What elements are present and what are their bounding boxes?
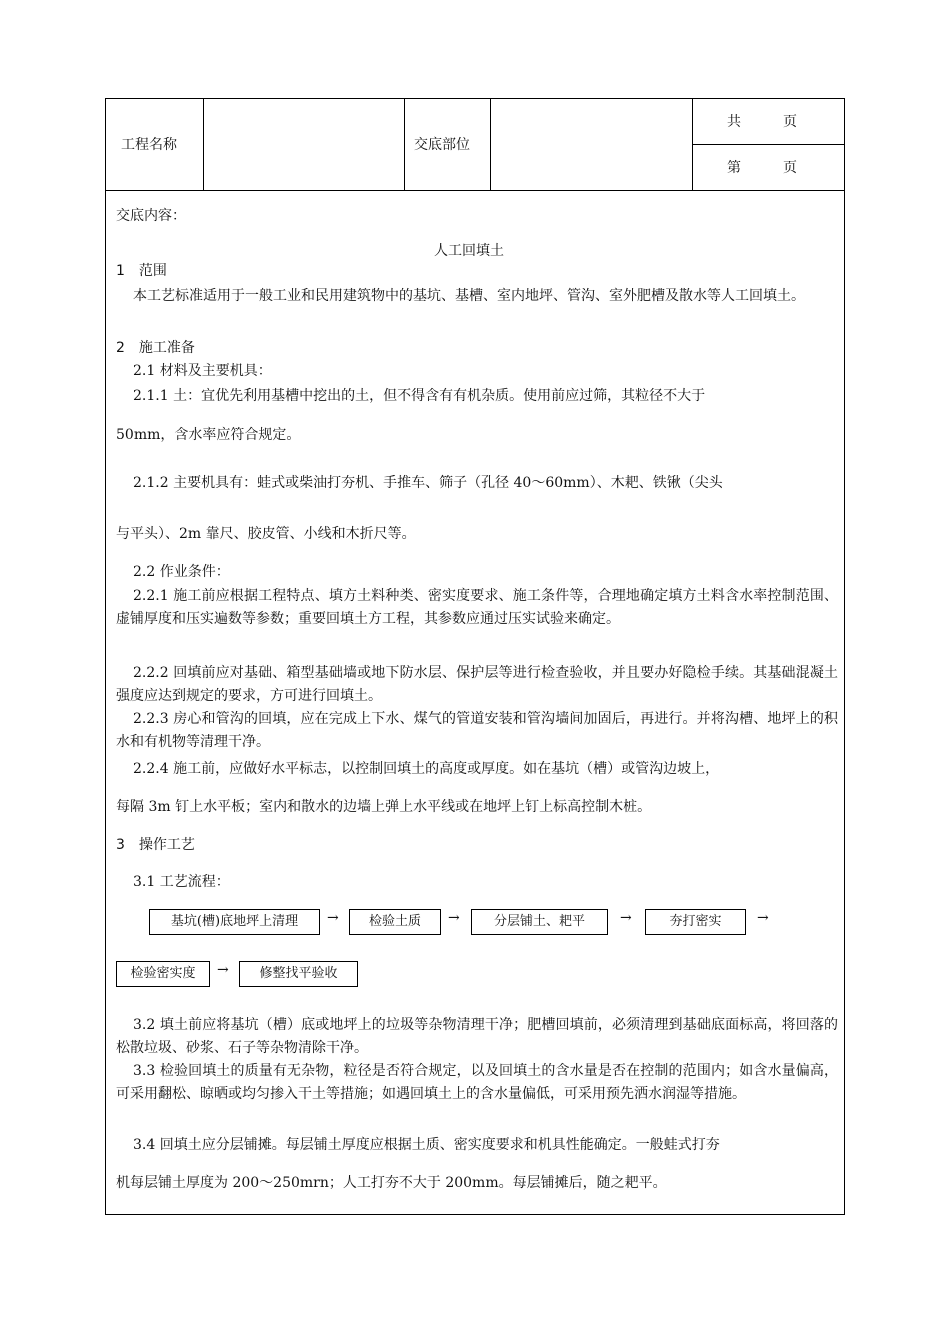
flow-arrow-3: → (620, 910, 632, 926)
section-2-2-4-line2: 每隔 3m 钉上水平板；室内和散水的边墙上弹上水平线或在地坪上钉上标高控制木桩。 (116, 799, 652, 815)
section-1-text: 本工艺标准适用于一般工业和民用建筑物中的基坑、基槽、室内地坪、管沟、室外肥槽及散水等人工回填土。 (133, 288, 805, 304)
header-divider-2 (404, 98, 405, 190)
section-2-heading: 2 施工准备 (116, 340, 195, 356)
section-3-3: 3.3 检验回填土的质量有无杂物，粒径是否符合规定，以及回填土的含水量是否在控制的范围内；如含水量偏高，可采用翻松、晾晒或均匀掺入干土等措施；如遇回填土上的含水量偏低，可采用预先洒水润湿等措施。 (116, 1063, 838, 1102)
section-2-2-3: 2.2.3 房心和管沟的回填，应在完成上下水、煤气的管道安装和管沟墙间加固后，再进行。并将沟槽、地坪上的积水和有机物等清理干净。 (116, 711, 838, 750)
header-page-rule (692, 144, 845, 145)
flow-arrow-4: → (757, 910, 769, 926)
flow-step-finish: 修整找平验收 (239, 961, 358, 987)
section-3-2: 3.2 填土前应将基坑（槽）底或地坪上的垃圾等杂物清理干净；肥槽回填前，必须清理到基础底面标高，将回落的松散垃圾、砂浆、石子等杂物清除干净。 (116, 1017, 838, 1056)
flow-step-check-soil: 检验土质 (349, 909, 441, 935)
section-2-2-1: 2.2.1 施工前应根据工程特点、填方土料种类、密实度要求、施工条件等，合理地确定填方土料含水率控制范围、虚铺厚度和压实遍数等参数；重要回填土方工程，其参数应通过压实试验来确定。 (116, 588, 838, 627)
total-pages: 共 页 (727, 114, 797, 130)
header-bottom-rule (105, 190, 845, 191)
section-3-heading: 3 操作工艺 (116, 837, 195, 853)
flow-arrow-5: → (217, 962, 229, 978)
section-2-2-4-line1: 2.2.4 施工前，应做好水平标志，以控制回填土的高度或厚度。如在基坑（槽）或管沟边坡上， (133, 761, 720, 777)
section-2-1-2-line1: 2.1.2 主要机具有：蛙式或柴油打夯机、手推车、筛子（孔径 40～60mm）、木耙、铁锹（尖头 (133, 475, 723, 491)
section-3-4-line1: 3.4 回填土应分层铺摊。每层铺土厚度应根据土质、密实度要求和机具性能确定。一般蛙式打夯 (133, 1137, 720, 1153)
document-title: 人工回填土 (434, 243, 504, 259)
header-divider-1 (203, 98, 204, 190)
flow-arrow-1: → (327, 910, 339, 926)
section-2-1: 2.1 材料及主要机具： (133, 363, 272, 379)
section-2-2: 2.2 作业条件： (133, 564, 230, 580)
project-name-label: 工程名称 (121, 137, 177, 153)
header-divider-3 (490, 98, 491, 190)
page-number: 第 页 (727, 160, 797, 176)
section-2-1-1-line1: 2.1.1 土：宜优先利用基槽中挖出的土，但不得含有有机杂质。使用前应过筛，其粒径不大于 (133, 388, 706, 404)
section-2-2-2: 2.2.2 回填前应对基础、箱型基础墙或地下防水层、保护层等进行检查验收，并且要办好隐检手续。其基础混凝土强度应达到规定的要求，方可进行回填土。 (116, 665, 838, 704)
section-2-1-1-line2: 50mm，含水率应符合规定。 (116, 427, 301, 443)
flow-step-tamp: 夯打密实 (645, 909, 746, 935)
section-3-4-line2: 机每层铺土厚度为 200～250mrn；人工打夯不大于 200mm。每层铺摊后，随之耙平。 (116, 1175, 667, 1191)
section-3-1: 3.1 工艺流程： (133, 874, 230, 890)
content-label: 交底内容： (116, 208, 186, 224)
location-label: 交底部位 (414, 137, 470, 153)
flow-arrow-2: → (448, 910, 460, 926)
section-1-heading: 1 范围 (116, 263, 167, 279)
section-2-1-2-line2: 与平头）、2m 靠尺、胶皮管、小线和木折尺等。 (116, 526, 416, 542)
flow-step-layer-spread: 分层铺土、耙平 (471, 909, 608, 935)
flow-step-clean-base: 基坑(槽)底地坪上清理 (149, 909, 320, 935)
flow-step-check-density: 检验密实度 (116, 961, 210, 987)
